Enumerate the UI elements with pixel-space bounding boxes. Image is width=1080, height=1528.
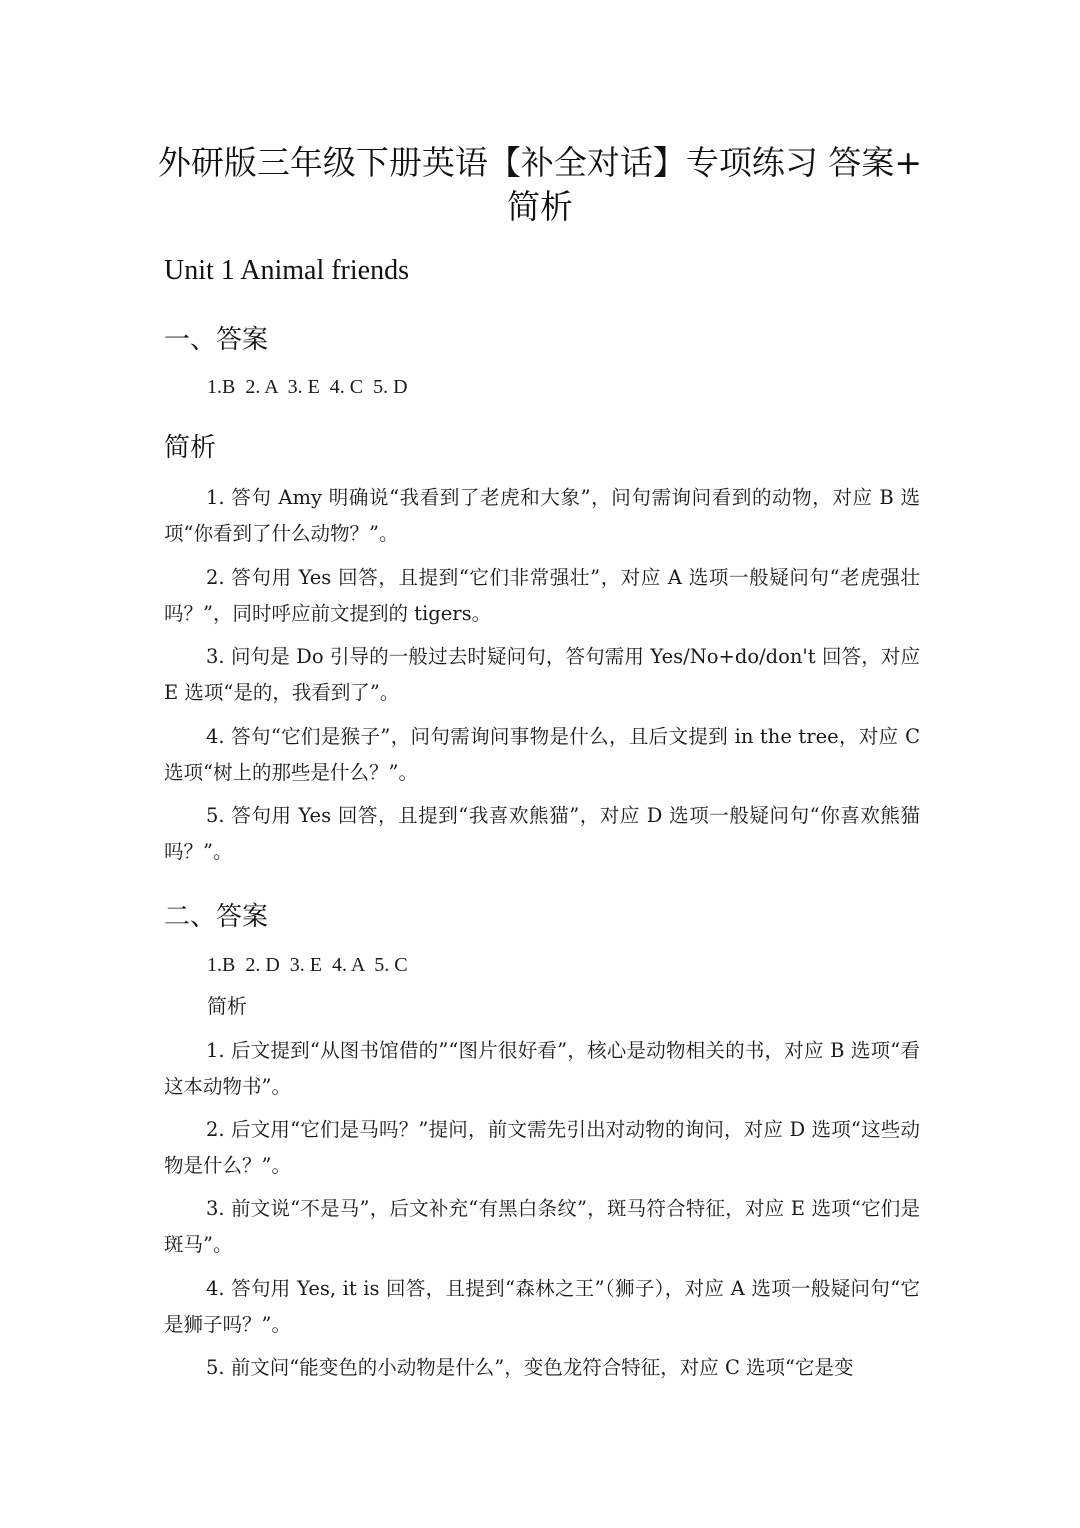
section-2-analysis-item: 2. 后文用“它们是马吗？”提问，前文需先引出对动物的询问，对应 D 选项“这些动物是什么？”。 [164, 1118, 920, 1177]
section-2-analysis-item: 5. 前文问“能变色的小动物是什么”，变色龙符合特征，对应 C 选项“它是变 [206, 1356, 854, 1379]
section-2-heading: 二、答案 [164, 902, 269, 932]
section-2-analysis-heading: 简析 [207, 994, 247, 1018]
section-1-answers: 1.B 2. A 3. E 4. C 5. D [207, 376, 408, 398]
section-2-analysis-item: 4. 答句用 Yes, it is 回答，且提到“森林之王”（狮子），对应 A 选项一般疑问句“它是狮子吗？”。 [164, 1277, 920, 1336]
section-1-analysis-item: 1. 答句 Amy 明确说“我看到了老虎和大象”，问句需询问看到的动物，对应 B 选项“你看到了什么动物？”。 [164, 486, 920, 545]
section-1-analysis-heading: 简析 [164, 433, 217, 463]
document-title-line-1: 外研版三年级下册英语【补全对话】专项练习 答案+ [157, 143, 923, 182]
document-title-line-2: 简析 [507, 187, 573, 226]
section-1-analysis-item: 3. 问句是 Do 引导的一般过去时疑问句，答句需用 Yes/No+do/don't 回答，对应 E 选项“是的，我看到了”。 [164, 645, 920, 704]
section-2-answers: 1.B 2. D 3. E 4. A 5. C [207, 954, 408, 976]
section-1-analysis-item: 5. 答句用 Yes 回答，且提到“我喜欢熊猫”，对应 D 选项一般疑问句“你喜欢熊猫吗？”。 [164, 804, 920, 863]
section-1-analysis-item: 2. 答句用 Yes 回答，且提到“它们非常强壮”，对应 A 选项一般疑问句“老虎强壮吗？”，同时呼应前文提到的 tigers。 [164, 566, 920, 625]
unit-title: Unit 1 Animal friends [164, 255, 409, 286]
section-2-analysis-item: 3. 前文说“不是马”，后文补充“有黑白条纹”，斑马符合特征，对应 E 选项“它们是斑马”。 [164, 1197, 920, 1256]
section-1-analysis-item: 4. 答句“它们是猴子”，问句需询问事物是什么，且后文提到 in the tree，对应 C 选项“树上的那些是什么？”。 [164, 725, 920, 784]
section-1-heading: 一、答案 [164, 325, 269, 355]
section-2-analysis-item: 1. 后文提到“从图书馆借的”“图片很好看”，核心是动物相关的书，对应 B 选项“看这本动物书”。 [164, 1039, 920, 1098]
